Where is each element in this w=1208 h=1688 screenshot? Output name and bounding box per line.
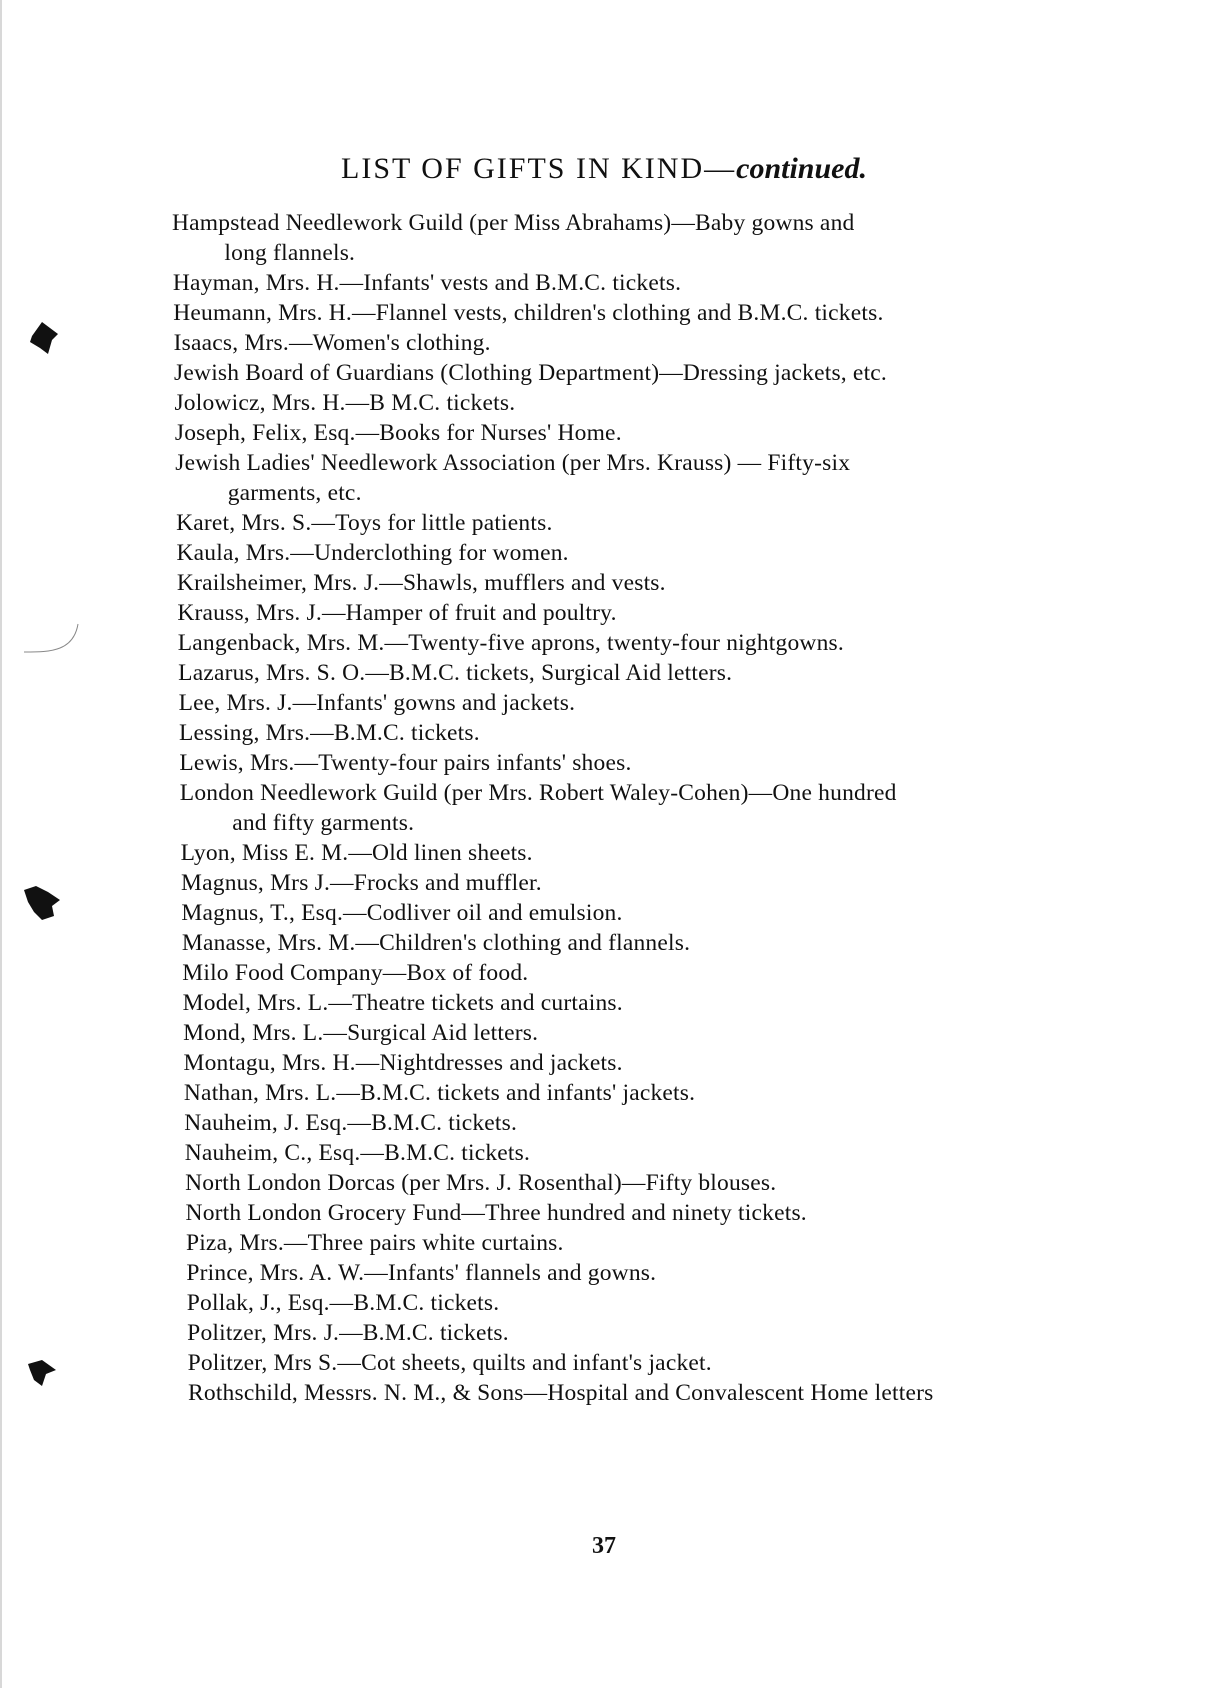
list-item: Jewish Ladies' Needlework Association (per Mrs. Krauss) — Fifty-six <box>175 450 851 476</box>
list-item: Pollak, J., Esq.—B.M.C. tickets. <box>186 1290 500 1316</box>
list-item: Hampstead Needlework Guild (per Miss Abrahams)—Baby gowns and <box>172 210 855 236</box>
list-item: Jolowicz, Mrs. H.—B M.C. tickets. <box>174 390 516 416</box>
pencil-mark <box>20 620 80 660</box>
list-item: Montagu, Mrs. H.—Nightdresses and jackets. <box>183 1050 623 1076</box>
list-item-continuation: and fifty garments. <box>232 810 415 836</box>
title-continued: continued. <box>736 152 867 185</box>
list-item: Langenback, Mrs. M.—Twenty-five aprons, twenty-four nightgowns. <box>177 630 844 656</box>
list-item: Karet, Mrs. S.—Toys for little patients. <box>176 510 553 536</box>
list-item: Mond, Mrs. L.—Surgical Aid letters. <box>183 1020 539 1046</box>
list-item: Kaula, Mrs.—Underclothing for women. <box>176 540 569 566</box>
list-item: Nauheim, J. Esq.—B.M.C. tickets. <box>184 1110 518 1136</box>
list-item: North London Dorcas (per Mrs. J. Rosenthal)—Fifty blouses. <box>185 1170 777 1196</box>
list-item: London Needlework Guild (per Mrs. Robert Waley-Cohen)—One hundred <box>179 780 897 806</box>
list-item: Lee, Mrs. J.—Infants' gowns and jackets. <box>178 690 576 716</box>
list-item: Lessing, Mrs.—B.M.C. tickets. <box>178 720 480 746</box>
list-item-continuation: garments, etc. <box>227 480 362 506</box>
list-item: Magnus, Mrs J.—Frocks and muffler. <box>181 870 542 896</box>
list-item: Model, Mrs. L.—Theatre tickets and curtains. <box>182 990 623 1016</box>
list-item: Lewis, Mrs.—Twenty-four pairs infants' shoes. <box>179 750 632 776</box>
list-item: Jewish Board of Guardians (Clothing Department)—Dressing jackets, etc. <box>174 360 887 386</box>
list-item: Milo Food Company—Box of food. <box>182 960 529 986</box>
list-item-continuation: long flannels. <box>224 240 356 266</box>
ink-blot-2 <box>22 882 62 924</box>
title-main: LIST OF GIFTS IN KIND— <box>341 152 737 185</box>
ink-blot-1 <box>28 318 62 358</box>
list-item: Nathan, Mrs. L.—B.M.C. tickets and infants' jackets. <box>183 1080 696 1106</box>
list-item: Rothschild, Messrs. N. M., & Sons—Hospital and Convalescent Home letters <box>188 1380 934 1406</box>
list-item: Nauheim, C., Esq.—B.M.C. tickets. <box>184 1140 531 1166</box>
list-item: Manasse, Mrs. M.—Children's clothing and flannels. <box>181 930 691 956</box>
list-item: Hayman, Mrs. H.—Infants' vests and B.M.C. tickets. <box>172 270 682 296</box>
list-item: Krailsheimer, Mrs. J.—Shawls, mufflers and vests. <box>176 570 666 596</box>
list-item: Krauss, Mrs. J.—Hamper of fruit and poultry. <box>177 600 617 626</box>
list-item: Heumann, Mrs. H.—Flannel vests, children's clothing and B.M.C. tickets. <box>173 300 884 326</box>
list-item: Politzer, Mrs. J.—B.M.C. tickets. <box>187 1320 509 1346</box>
list-item: North London Grocery Fund—Three hundred and ninety tickets. <box>185 1200 807 1226</box>
list-item: Piza, Mrs.—Three pairs white curtains. <box>185 1230 564 1256</box>
list-item: Politzer, Mrs S.—Cot sheets, quilts and infant's jacket. <box>187 1350 712 1376</box>
list-item: Joseph, Felix, Esq.—Books for Nurses' Home. <box>174 420 622 446</box>
list-item: Isaacs, Mrs.—Women's clothing. <box>173 330 491 356</box>
list-item: Magnus, T., Esq.—Codliver oil and emulsion. <box>181 900 623 926</box>
page-number: 37 <box>592 1533 616 1559</box>
list-item: Lyon, Miss E. M.—Old linen sheets. <box>180 840 533 866</box>
list-item: Lazarus, Mrs. S. O.—B.M.C. tickets, Surgical Aid letters. <box>178 660 733 686</box>
ink-blot-3 <box>26 1358 60 1388</box>
list-item: Prince, Mrs. A. W.—Infants' flannels and gowns. <box>186 1260 657 1286</box>
